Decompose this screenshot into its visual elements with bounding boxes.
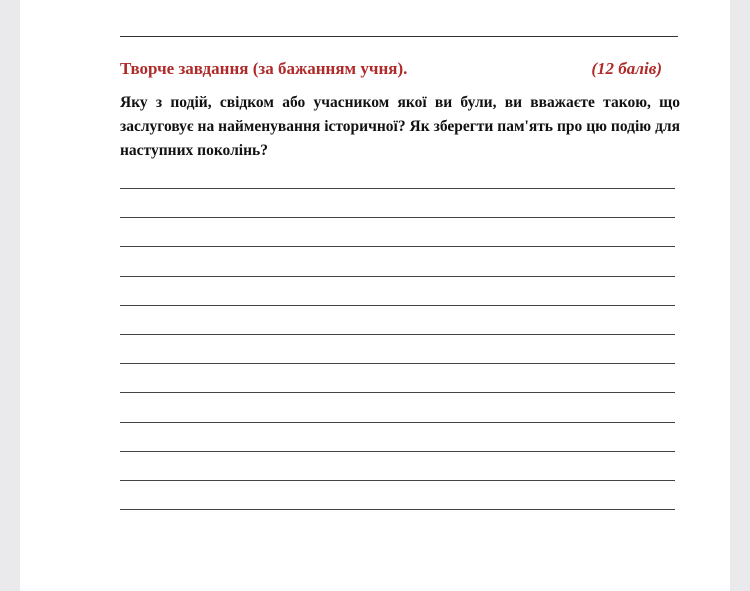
worksheet-page	[20, 0, 730, 591]
answer-line	[120, 217, 675, 218]
task-header	[120, 58, 662, 80]
top-divider	[120, 36, 678, 37]
answer-line	[120, 509, 675, 510]
answer-line	[120, 451, 675, 452]
answer-line	[120, 363, 675, 364]
answer-lines	[120, 188, 675, 538]
answer-line	[120, 480, 675, 481]
answer-line	[120, 305, 675, 306]
task-title: Творче завдання (за бажанням учня).	[120, 59, 408, 78]
answer-line	[120, 334, 675, 335]
answer-line	[120, 392, 675, 393]
task-question: Яку з подій, свідком або учасником якої ви були, ви вважаєте такою, що заслуговує на найменування історичної? Як зберегти пам'ять про цю подію для наступних поколінь?	[120, 94, 680, 159]
answer-line	[120, 276, 675, 277]
answer-line	[120, 188, 675, 189]
answer-line	[120, 246, 675, 247]
task-points: (12 балів)	[591, 59, 662, 78]
answer-line	[120, 422, 675, 423]
